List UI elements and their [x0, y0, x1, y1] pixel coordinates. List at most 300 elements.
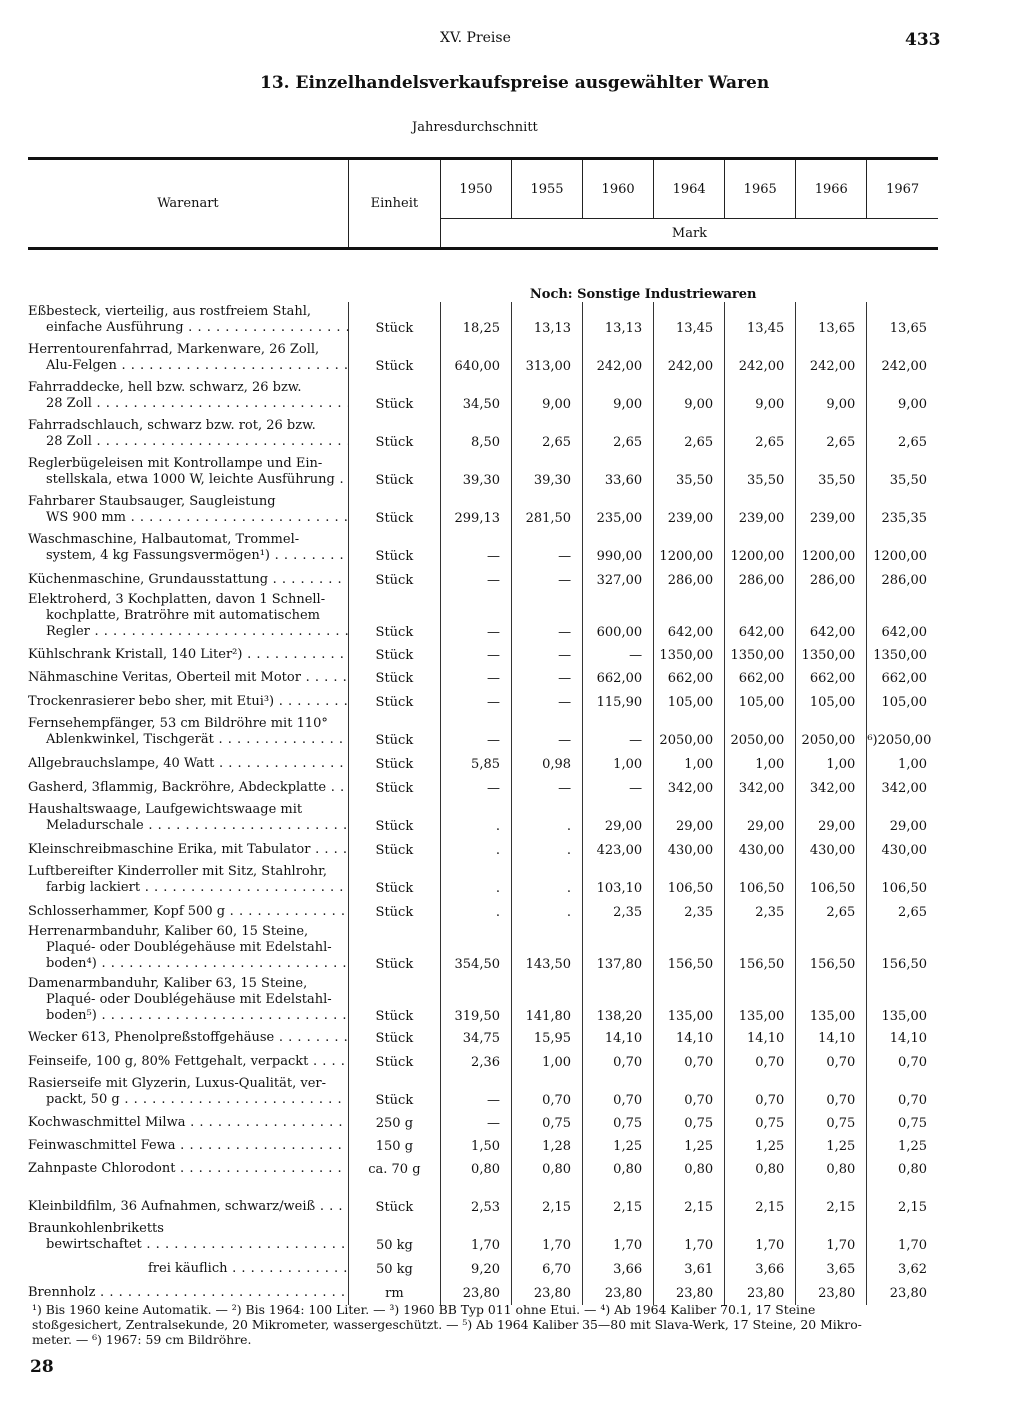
price-cell: 2,65 [867, 900, 938, 924]
price-cell: 1,70 [440, 1219, 511, 1257]
price-cell: — [583, 776, 654, 800]
price-cell: — [440, 1112, 511, 1135]
header-year: 1964 [654, 159, 725, 219]
price-cell: 1,70 [725, 1219, 796, 1257]
row-label-line: 28 Zoll . . . [28, 434, 348, 450]
row-unit: Stück [348, 1074, 440, 1112]
price-cell: 3,62 [867, 1257, 938, 1281]
row-unit: Stück [348, 1028, 440, 1050]
price-cell: 13,65 [867, 302, 938, 340]
price-cell: . [512, 838, 583, 862]
row-label-line: Braunkohlenbriketts [28, 1221, 164, 1236]
price-cell: . [440, 862, 511, 900]
price-cell: 430,00 [867, 838, 938, 862]
row-label-line: packt, 50 g . . . [28, 1092, 348, 1108]
row-label [28, 667, 348, 690]
price-cell: 1,70 [654, 1219, 725, 1257]
price-cell: 1350,00 [725, 644, 796, 667]
price-cell: 0,70 [725, 1050, 796, 1074]
price-cell: — [512, 568, 583, 592]
row-label [28, 302, 348, 340]
price-cell: 135,00 [725, 976, 796, 1028]
price-cell: 354,50 [440, 924, 511, 976]
price-cell: 0,70 [583, 1050, 654, 1074]
price-cell: 286,00 [654, 568, 725, 592]
price-cell: 642,00 [796, 592, 867, 644]
price-cell: 105,00 [867, 690, 938, 714]
row-label-line: Schlosserhammer, Kopf 500 g . . . [28, 904, 348, 920]
price-cell: 13,65 [796, 302, 867, 340]
header-year: 1960 [583, 159, 654, 219]
price-cell: 0,70 [512, 1074, 583, 1112]
price-cell: 0,75 [796, 1112, 867, 1135]
price-cell: 156,50 [867, 924, 938, 976]
price-cell: 9,20 [440, 1257, 511, 1281]
row-label-line: Herrentourenfahrrad, Markenware, 26 Zoll, [28, 342, 320, 357]
price-cell: 29,00 [654, 800, 725, 838]
price-cell: 0,70 [654, 1074, 725, 1112]
row-label-line: bewirtschaftet . . . [28, 1237, 348, 1253]
price-cell: 342,00 [867, 776, 938, 800]
price-cell: . [440, 838, 511, 862]
price-cell: 2,65 [725, 416, 796, 454]
price-cell: 430,00 [725, 838, 796, 862]
row-label-line: Meladurschale . . . [28, 818, 348, 834]
price-cell: 23,80 [440, 1281, 511, 1305]
price-cell: 2,65 [654, 416, 725, 454]
price-cell: 2,65 [796, 416, 867, 454]
row-label-line: Haushaltswaage, Laufgewichtswaage mit [28, 802, 303, 817]
row-label-line: Rasierseife mit Glyzerin, Luxus-Qualität, ver- [28, 1076, 326, 1091]
table-row [28, 667, 938, 690]
price-cell: 0,80 [440, 1158, 511, 1181]
price-cell: 1,00 [796, 752, 867, 776]
price-cell: 106,50 [725, 862, 796, 900]
header-currency: Mark [440, 219, 938, 249]
table-row [28, 776, 938, 800]
row-label [28, 1257, 348, 1281]
price-cell: 9,00 [796, 378, 867, 416]
row-label-line: Küchenmaschine, Grundausstattung . . . [28, 572, 348, 588]
price-cell: 33,60 [583, 454, 654, 492]
price-cell: 662,00 [725, 667, 796, 690]
row-label-line: Feinwaschmittel Fewa . . . [28, 1138, 348, 1154]
table-row [28, 800, 938, 838]
table-row [28, 714, 938, 752]
row-label [28, 924, 348, 976]
row-label-line: Reglerbügeleisen mit Kontrollampe und Ein- [28, 456, 323, 471]
price-cell: 0,70 [654, 1050, 725, 1074]
price-cell: 141,80 [512, 976, 583, 1028]
price-cell: 135,00 [796, 976, 867, 1028]
row-label-line: Plaqué- oder Doublégehäuse mit Edelstahl- [46, 940, 332, 955]
price-cell: 0,70 [725, 1074, 796, 1112]
row-label-line: Herrenarmbanduhr, Kaliber 60, 15 Steine, [28, 924, 309, 939]
row-unit: Stück [348, 340, 440, 378]
sheet-number: 28 [30, 1357, 54, 1377]
footnote-line: meter. — ⁶) 1967: 59 cm Bildröhre. [32, 1332, 252, 1347]
price-cell: — [512, 592, 583, 644]
row-label-line: Elektroherd, 3 Kochplatten, davon 1 Schnell- [28, 592, 326, 607]
price-cell: 135,00 [867, 976, 938, 1028]
price-cell: 34,50 [440, 378, 511, 416]
table-row [28, 1112, 938, 1135]
price-cell: 29,00 [583, 800, 654, 838]
row-label-line: Luftbereifter Kinderroller mit Sitz, Stahlrohr, [28, 864, 328, 879]
table-row [28, 1135, 938, 1158]
row-label-line: WS 900 mm . . . [28, 510, 348, 526]
row-label [28, 900, 348, 924]
row-label-line: Trockenrasierer bebo sher, mit Etui³) . . . [28, 694, 348, 710]
price-cell: 156,50 [654, 924, 725, 976]
header-year: 1965 [725, 159, 796, 219]
row-unit: Stück [348, 838, 440, 862]
row-label [28, 862, 348, 900]
price-cell: 239,00 [796, 492, 867, 530]
price-cell: 1200,00 [867, 530, 938, 568]
price-cell: 1,00 [583, 752, 654, 776]
table-row [28, 492, 938, 530]
price-cell: 103,10 [583, 862, 654, 900]
footnotes [32, 1302, 942, 1347]
price-cell: 2050,00 [725, 714, 796, 752]
price-cell: 156,50 [796, 924, 867, 976]
row-unit: rm [348, 1281, 440, 1305]
header-year: 1967 [867, 159, 938, 219]
price-cell: 281,50 [512, 492, 583, 530]
row-label-line: Fahrradschlauch, schwarz bzw. rot, 26 bzw. [28, 418, 316, 433]
row-unit: Stück [348, 592, 440, 644]
row-label-line: Kleinbildfilm, 36 Aufnahmen, schwarz/weiß . . . [28, 1199, 348, 1215]
row-unit: Stück [348, 776, 440, 800]
price-cell: 242,00 [867, 340, 938, 378]
row-label-line: Zahnpaste Chlorodont . . . [28, 1161, 348, 1177]
header-unit: Einheit [348, 159, 440, 249]
price-cell: 239,00 [725, 492, 796, 530]
row-label [28, 340, 348, 378]
price-cell: 106,50 [867, 862, 938, 900]
table-row [28, 752, 938, 776]
price-cell: 1350,00 [796, 644, 867, 667]
price-cell: 2,65 [796, 900, 867, 924]
price-cell: 1,25 [867, 1135, 938, 1158]
section-row [28, 249, 938, 303]
price-cell: 0,80 [867, 1158, 938, 1181]
price-cell: 3,61 [654, 1257, 725, 1281]
price-cell: 2,35 [583, 900, 654, 924]
row-label-line: Regler . . . [28, 624, 348, 640]
row-label-line: Eßbesteck, vierteilig, aus rostfreiem Stahl, [28, 304, 312, 319]
row-unit: 50 kg [348, 1257, 440, 1281]
row-unit: Stück [348, 976, 440, 1028]
row-unit: Stück [348, 714, 440, 752]
price-cell: 242,00 [583, 340, 654, 378]
row-unit: Stück [348, 644, 440, 667]
table-row [28, 340, 938, 378]
price-cell: . [440, 900, 511, 924]
row-unit: Stück [348, 900, 440, 924]
row-label-line: Fahrbarer Staubsauger, Saugleistung [28, 494, 276, 509]
row-label [28, 714, 348, 752]
price-cell: 138,20 [583, 976, 654, 1028]
price-cell: 1,00 [512, 1050, 583, 1074]
price-cell: 9,00 [654, 378, 725, 416]
price-cell: 1350,00 [654, 644, 725, 667]
price-cell: 23,80 [583, 1281, 654, 1305]
price-cell: 286,00 [867, 568, 938, 592]
row-label [28, 1181, 348, 1219]
row-label-line: Kühlschrank Kristall, 140 Liter²) . . . [28, 647, 348, 663]
price-cell: 14,10 [796, 1028, 867, 1050]
price-cell: 286,00 [725, 568, 796, 592]
row-label [28, 1158, 348, 1181]
price-cell: 642,00 [654, 592, 725, 644]
row-label [28, 776, 348, 800]
price-cell: 35,50 [796, 454, 867, 492]
price-cell: — [440, 776, 511, 800]
price-cell: 2,15 [725, 1181, 796, 1219]
price-cell: 135,00 [654, 976, 725, 1028]
price-cell: 23,80 [867, 1281, 938, 1305]
price-cell: . [512, 800, 583, 838]
table-row [28, 1050, 938, 1074]
price-cell: 313,00 [512, 340, 583, 378]
price-cell: 430,00 [796, 838, 867, 862]
price-cell: 1,70 [583, 1219, 654, 1257]
price-cell: 2,65 [583, 416, 654, 454]
row-label-line: farbig lackiert . . . [28, 880, 348, 896]
price-cell: 6,70 [512, 1257, 583, 1281]
price-cell: 600,00 [583, 592, 654, 644]
row-label [28, 378, 348, 416]
price-cell: 1350,00 [867, 644, 938, 667]
price-cell: 2,35 [725, 900, 796, 924]
row-unit: Stück [348, 302, 440, 340]
row-label [28, 838, 348, 862]
price-cell: 29,00 [796, 800, 867, 838]
table-row [28, 924, 938, 976]
price-cell: 23,80 [512, 1281, 583, 1305]
row-unit: Stück [348, 454, 440, 492]
row-unit: Stück [348, 924, 440, 976]
row-label-line: boden⁵) . . . [28, 1008, 348, 1024]
price-cell: 39,30 [440, 454, 511, 492]
price-cell: 9,00 [512, 378, 583, 416]
price-cell: 662,00 [583, 667, 654, 690]
header-item: Warenart [28, 159, 348, 249]
row-label [28, 454, 348, 492]
table-row [28, 1028, 938, 1050]
price-cell: 235,35 [867, 492, 938, 530]
price-cell: 143,50 [512, 924, 583, 976]
price-cell: 0,80 [654, 1158, 725, 1181]
price-cell: 15,95 [512, 1028, 583, 1050]
table-row [28, 690, 938, 714]
row-unit: Stück [348, 416, 440, 454]
row-unit: 50 kg [348, 1219, 440, 1257]
price-cell: — [440, 644, 511, 667]
table-row [28, 1181, 938, 1219]
table-row [28, 568, 938, 592]
price-cell: 13,13 [512, 302, 583, 340]
price-cell: — [512, 644, 583, 667]
price-cell: 0,98 [512, 752, 583, 776]
price-cell: 14,10 [583, 1028, 654, 1050]
price-cell: 242,00 [796, 340, 867, 378]
row-label-line: Gasherd, 3flammig, Backröhre, Abdeckplatte . . . [28, 780, 348, 796]
price-cell: 3,66 [725, 1257, 796, 1281]
price-cell: 5,85 [440, 752, 511, 776]
price-cell: — [440, 1074, 511, 1112]
price-cell: 137,80 [583, 924, 654, 976]
price-cell: — [512, 667, 583, 690]
row-label-line: Kleinschreibmaschine Erika, mit Tabulator . . . [28, 842, 348, 858]
row-unit: Stück [348, 862, 440, 900]
price-cell: 1,25 [654, 1135, 725, 1158]
price-cell: 0,80 [725, 1158, 796, 1181]
price-cell: 423,00 [583, 838, 654, 862]
price-cell: . [440, 800, 511, 838]
price-cell: 242,00 [654, 340, 725, 378]
table-row [28, 592, 938, 644]
section-label: Noch: Sonstige Industriewaren [529, 287, 757, 302]
header-year: 1966 [796, 159, 867, 219]
price-cell: 23,80 [725, 1281, 796, 1305]
price-cell: 2050,00 [654, 714, 725, 752]
price-cell: 2,15 [867, 1181, 938, 1219]
row-label-line: Alu-Felgen . . . [28, 358, 348, 374]
price-cell: 13,13 [583, 302, 654, 340]
price-cell: 1,25 [583, 1135, 654, 1158]
row-label-line: 28 Zoll . . . [28, 396, 348, 412]
price-cell: 0,75 [725, 1112, 796, 1135]
price-cell: 9,00 [867, 378, 938, 416]
price-cell: 239,00 [654, 492, 725, 530]
price-cell: 1,70 [867, 1219, 938, 1257]
price-cell: 34,75 [440, 1028, 511, 1050]
row-label [28, 416, 348, 454]
price-cell: 2,36 [440, 1050, 511, 1074]
price-cell: 662,00 [867, 667, 938, 690]
row-label-line: Wecker 613, Phenolpreßstoffgehäuse . . . [28, 1030, 348, 1046]
table-row [28, 302, 938, 340]
price-cell: 8,50 [440, 416, 511, 454]
row-unit: Stück [348, 667, 440, 690]
price-cell: 0,80 [583, 1158, 654, 1181]
price-cell: — [440, 714, 511, 752]
price-cell: 29,00 [725, 800, 796, 838]
row-label-line: system, 4 kg Fassungsvermögen¹) . . . [28, 548, 348, 564]
row-unit: Stück [348, 492, 440, 530]
price-cell: — [440, 690, 511, 714]
price-cell: 342,00 [725, 776, 796, 800]
price-cell: 29,00 [867, 800, 938, 838]
price-cell: 35,50 [725, 454, 796, 492]
price-cell: 18,25 [440, 302, 511, 340]
row-label-line: kochplatte, Bratröhre mit automatischem [46, 608, 321, 623]
price-cell: 642,00 [867, 592, 938, 644]
price-cell: 35,50 [867, 454, 938, 492]
price-cell: 3,66 [583, 1257, 654, 1281]
price-cell: 0,75 [654, 1112, 725, 1135]
row-label-line: Brennholz . . . [28, 1285, 348, 1301]
price-cell: 2,65 [867, 416, 938, 454]
price-cell: 342,00 [654, 776, 725, 800]
row-label-line: Nähmaschine Veritas, Oberteil mit Motor . . . [28, 670, 348, 686]
table-row [28, 378, 938, 416]
price-cell: 105,00 [654, 690, 725, 714]
price-cell: 23,80 [654, 1281, 725, 1305]
price-cell: 299,13 [440, 492, 511, 530]
row-unit: Stück [348, 690, 440, 714]
footnote-line: ¹) Bis 1960 keine Automatik. — ²) Bis 1964: 100 Liter. — ³) 1960 BB Typ 011 ohne Etui. — ⁴) Ab 1964 Kaliber 70.1, 17 Steine [32, 1302, 816, 1317]
price-cell: — [583, 644, 654, 667]
table-row [28, 862, 938, 900]
footnote-line: stoßgesichert, Zentralsekunde, 20 Mikrometer, wassergeschützt. — ⁵) Ab 1964 Kaliber 35—80 mit Slava-Werk, 17 Steine, 20 Mikro- [32, 1317, 862, 1332]
price-cell: 242,00 [725, 340, 796, 378]
price-cell: 1,25 [796, 1135, 867, 1158]
price-cell: 105,00 [796, 690, 867, 714]
price-cell: 0,75 [867, 1112, 938, 1135]
price-cell: 640,00 [440, 340, 511, 378]
price-cell: — [440, 592, 511, 644]
row-label [28, 1219, 348, 1257]
price-cell: 156,50 [725, 924, 796, 976]
row-label-line: Feinseife, 100 g, 80% Fettgehalt, verpackt . . . [28, 1054, 348, 1070]
row-label-line: Allgebrauchslampe, 40 Watt . . . [28, 756, 348, 772]
price-cell: 0,70 [796, 1050, 867, 1074]
row-label-line: Kochwaschmittel Milwa . . . [28, 1115, 348, 1131]
price-cell: 2,35 [654, 900, 725, 924]
price-cell: — [512, 530, 583, 568]
price-cell: 1,00 [654, 752, 725, 776]
price-cell: 319,50 [440, 976, 511, 1028]
row-label [28, 1135, 348, 1158]
table-row [28, 1219, 938, 1257]
table-row [28, 976, 938, 1028]
price-cell: 1,28 [512, 1135, 583, 1158]
price-cell: 1,50 [440, 1135, 511, 1158]
table-body [28, 249, 938, 1306]
price-cell: 9,00 [725, 378, 796, 416]
row-label [28, 976, 348, 1028]
price-cell: — [512, 714, 583, 752]
table-row [28, 1257, 938, 1281]
price-cell: 286,00 [796, 568, 867, 592]
price-cell: 0,70 [583, 1074, 654, 1112]
price-cell: 642,00 [725, 592, 796, 644]
price-cell: — [583, 714, 654, 752]
price-cell: 0,75 [512, 1112, 583, 1135]
row-label [28, 644, 348, 667]
price-cell: — [512, 690, 583, 714]
price-cell: — [440, 530, 511, 568]
price-cell: ⁶)2050,00 [867, 714, 938, 752]
price-table [28, 157, 938, 1305]
price-cell: 2,15 [583, 1181, 654, 1219]
table-title: 13. Einzelhandelsverkaufspreise ausgewählter Waren [260, 73, 770, 93]
row-unit: Stück [348, 1050, 440, 1074]
row-label [28, 1074, 348, 1112]
row-label [28, 1112, 348, 1135]
price-cell: 990,00 [583, 530, 654, 568]
price-cell: 13,45 [725, 302, 796, 340]
price-cell: . [512, 862, 583, 900]
table-row [28, 1158, 938, 1181]
row-label [28, 530, 348, 568]
price-cell: — [512, 776, 583, 800]
price-cell: 1,00 [725, 752, 796, 776]
